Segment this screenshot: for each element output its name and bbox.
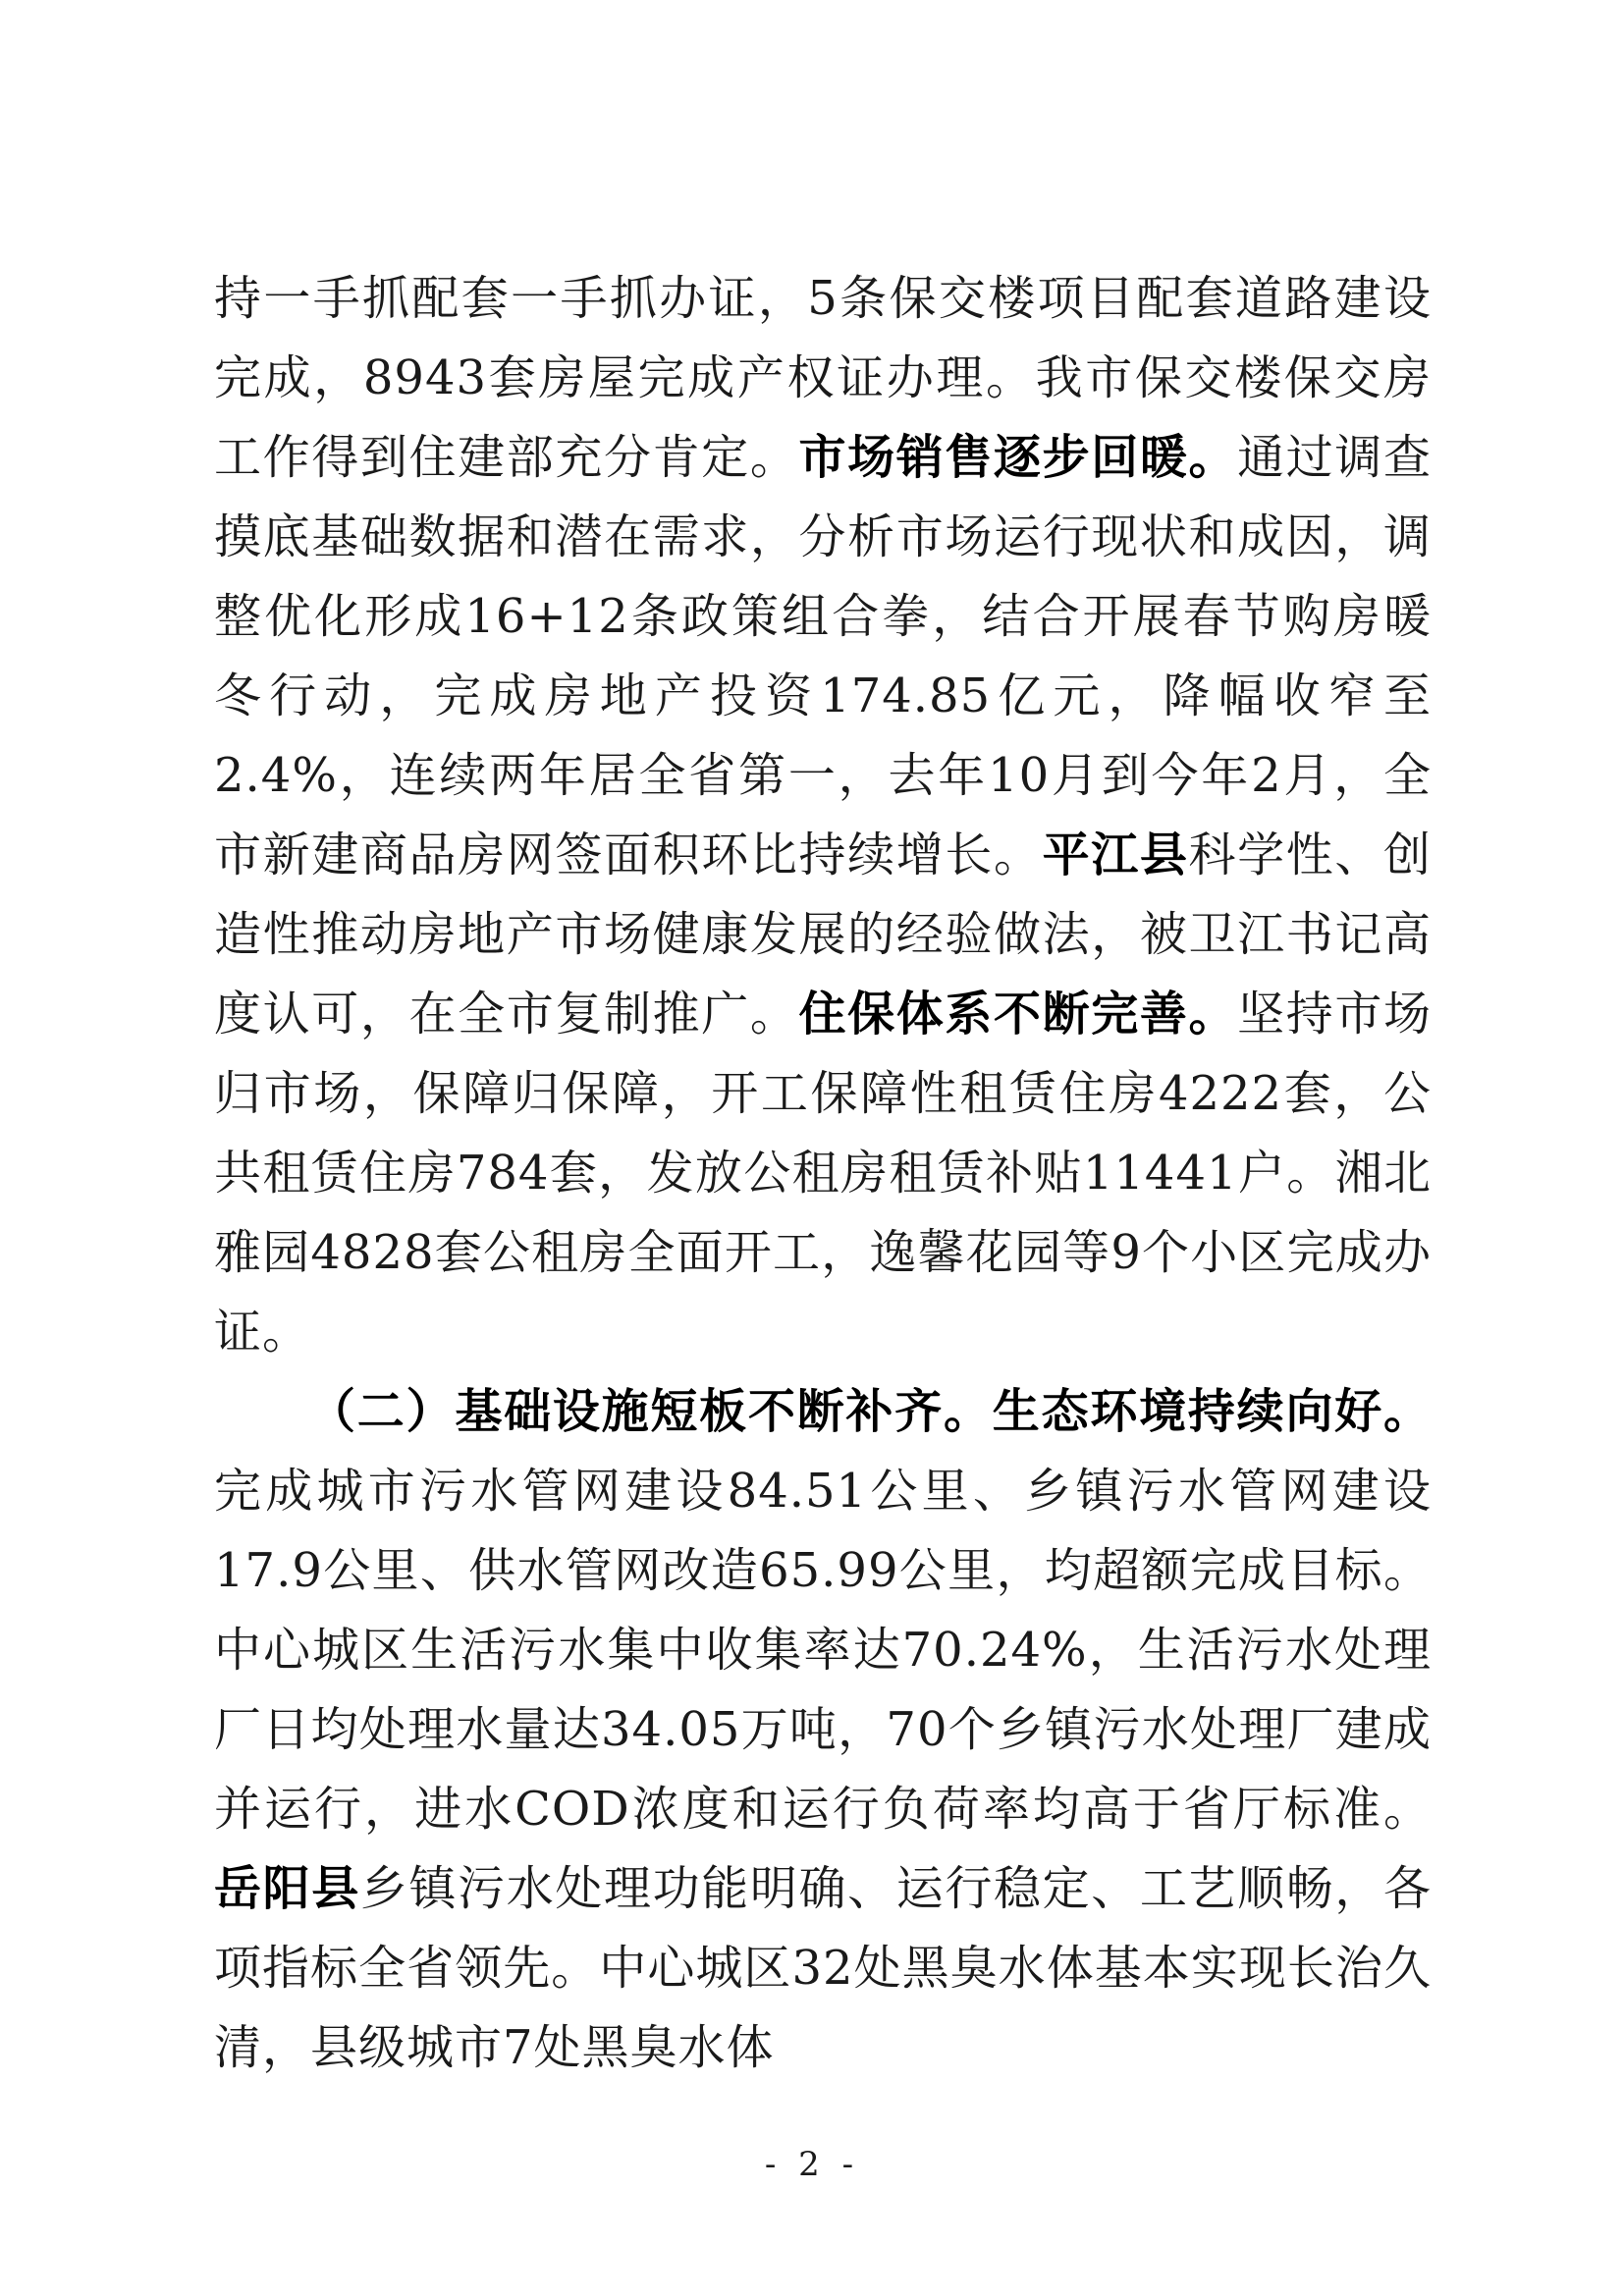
page-number: - 2 - — [764, 2145, 860, 2184]
bold-heading-market-sales: 市场销售逐步回暖。 — [798, 430, 1238, 485]
text-segment: 坚持市场归市场，保障归保障，开工保障性租赁住房4222套，公共租赁住房784套，发放公租房租赁补贴11441户。湘北雅园4828套公租房全面开工，逸馨花园等9个小区完成办证。 — [214, 987, 1432, 1360]
text-segment: 乡镇污水处理功能明确、运行稳定、工艺顺畅，各项指标全省领先。中心城区32处黑臭水体基本实现长治久清，县级城市7处黑臭水体 — [214, 1861, 1432, 2075]
bold-heading-housing-security: 住保体系不断完善。 — [798, 987, 1238, 1041]
body-text — [214, 259, 1432, 2088]
paragraph-2 — [214, 1372, 1432, 2088]
text-segment: 通过调查摸底基础数据和潜在需求，分析市场运行现状和成因，调整优化形成16+12条政策组合拳，结合开展春节购房暖冬行动，完成房地产投资174.85亿元，降幅收窄至2.4%，连续两年居全省第一，去年10月到今年2月，全市新建商品房网签面积环比持续增长。 — [214, 430, 1432, 882]
bold-section-heading: （二）基础设施短板不断补齐。生态环境持续向好。 — [308, 1384, 1432, 1439]
text-segment: 持一手抓配套一手抓办证，5条保交楼项目配套道路建设完成，8943套房屋完成产权证办理。我市保交楼保交房工作得到住建部充分肯定。 — [214, 271, 1432, 485]
bold-county-yueyang: 岳阳县 — [214, 1861, 360, 1916]
bold-county-pingjiang: 平江县 — [1042, 828, 1189, 882]
paragraph-1 — [214, 259, 1432, 1372]
text-segment: 完成城市污水管网建设84.51公里、乡镇污水管网建设17.9公里、供水管网改造65.99公里，均超额完成目标。中心城区生活污水集中收集率达70.24%，生活污水处理厂日均处理水量达34.05万吨，70个乡镇污水处理厂建成并运行，进水COD浓度和运行负荷率均高于省厅标准。 — [214, 1464, 1432, 1837]
text-segment: 科学性、创造性推动房地产市场健康发展的经验做法，被卫江书记高度认可，在全市复制推广。 — [214, 828, 1432, 1041]
